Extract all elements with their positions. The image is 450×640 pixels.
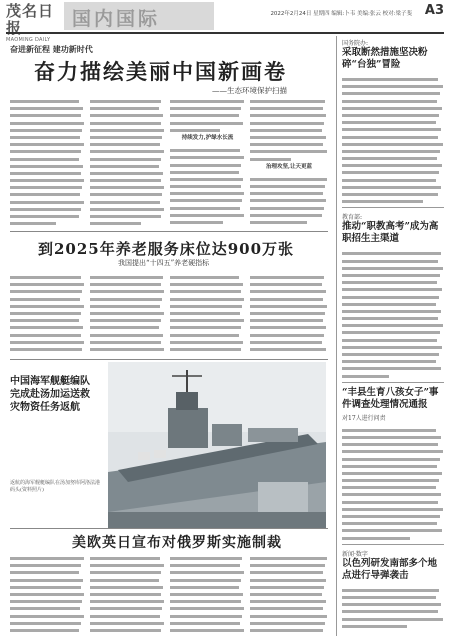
text-line [170, 330, 245, 337]
text-line [342, 88, 444, 95]
brief-body [342, 425, 444, 540]
brief-subhead: 对17人进行问责 [342, 414, 386, 422]
text-line [342, 299, 444, 306]
story4-column-2 [90, 553, 165, 635]
text-line [342, 124, 444, 131]
text-line [90, 272, 165, 279]
text-line [10, 322, 85, 329]
text-line [342, 371, 444, 378]
text-line [250, 308, 328, 315]
text-lines [170, 553, 245, 635]
text-line [10, 344, 85, 351]
text-line [342, 81, 444, 88]
text-line [170, 567, 245, 574]
text-line [250, 596, 328, 603]
text-line [10, 103, 85, 110]
text-line [170, 308, 245, 315]
text-line [90, 182, 165, 189]
text-line [250, 589, 328, 596]
text-line [10, 625, 85, 632]
photo-caption: 返航的海军舰艇编队在汤加努库阿洛法港码头(资料照片) [10, 480, 101, 493]
text-line [342, 132, 444, 139]
text-line [250, 301, 328, 308]
story1-mini-head-2: 治理攻坚,让天更蓝 [266, 163, 312, 170]
text-line [250, 611, 328, 618]
text-line [170, 217, 245, 224]
text-line [342, 256, 444, 263]
text-line [342, 621, 444, 628]
text-line [342, 160, 444, 167]
story2-column-2 [90, 272, 165, 354]
text-line [250, 96, 328, 103]
text-line [342, 263, 444, 270]
text-line [170, 603, 245, 610]
text-line [90, 611, 165, 618]
text-line [90, 96, 165, 103]
text-line [250, 125, 328, 132]
text-line [10, 211, 85, 218]
text-line [342, 167, 444, 174]
text-line [342, 96, 444, 103]
text-line [10, 286, 85, 293]
text-line [342, 511, 444, 518]
text-line [250, 110, 328, 117]
text-lines [250, 272, 328, 354]
text-lines [10, 553, 85, 635]
text-line [90, 175, 165, 182]
text-line [10, 168, 85, 175]
text-lines [90, 272, 165, 354]
story2-headline: 到2025年养老服务床位达900万张 [38, 240, 295, 258]
text-line [170, 167, 245, 174]
text-line [170, 553, 245, 560]
text-line [10, 589, 85, 596]
text-lines [250, 96, 328, 161]
text-line [342, 189, 444, 196]
text-line [10, 294, 85, 301]
text-line [90, 154, 165, 161]
text-line [342, 533, 444, 540]
story4-column-1 [10, 553, 85, 635]
text-lines [342, 248, 444, 377]
brief-kicker: 教育部: [342, 214, 363, 222]
text-line [250, 603, 328, 610]
right-news-column [336, 36, 444, 636]
text-line [90, 168, 165, 175]
text-line [170, 188, 245, 195]
brief-body [342, 585, 444, 628]
text-lines [250, 553, 328, 635]
text-line [250, 553, 328, 560]
text-line [90, 211, 165, 218]
text-line [90, 560, 165, 567]
text-line [342, 349, 444, 356]
text-lines [170, 272, 245, 354]
text-line [10, 96, 85, 103]
text-line [10, 603, 85, 610]
text-line [342, 482, 444, 489]
text-line [10, 110, 85, 117]
story2-column-3 [170, 272, 245, 354]
text-line [90, 315, 165, 322]
brief-divider [342, 382, 444, 383]
story3-headline: 中国海军舰艇编队完成赴汤加运送救灾物资任务返航 [10, 376, 90, 413]
text-line [342, 475, 444, 482]
brief-body [342, 74, 444, 203]
text-line [10, 582, 85, 589]
text-line [250, 195, 328, 202]
text-line [250, 272, 328, 279]
text-line [250, 315, 328, 322]
text-line [170, 181, 245, 188]
text-line [250, 582, 328, 589]
text-line [250, 139, 328, 146]
brief-body [342, 248, 444, 377]
section-divider [10, 231, 328, 232]
text-line [90, 553, 165, 560]
text-line [170, 301, 245, 308]
text-line [342, 356, 444, 363]
dateline: 2022年2月24日 星期四 编辑:卜韦 美编:张云 校对:梁子斐 [270, 11, 412, 17]
text-line [250, 132, 328, 139]
section-divider [10, 528, 328, 529]
text-line [342, 592, 444, 599]
text-line [250, 618, 328, 625]
text-line [170, 279, 245, 286]
text-line [342, 196, 444, 203]
text-line [170, 351, 245, 354]
text-line [170, 118, 245, 125]
text-line [90, 330, 165, 337]
masthead [0, 0, 450, 43]
text-line [170, 195, 245, 202]
text-line [250, 632, 328, 635]
navy-ship-photo [108, 362, 326, 529]
story1-mini-head-1: 持续发力,护绿水长流 [181, 134, 234, 141]
story1-kicker: 奋进新征程 建功新时代 [10, 44, 93, 54]
text-line [90, 118, 165, 125]
text-line [90, 301, 165, 308]
brief-headline: 以色列研发南部多个地点进行导弹袭击 [342, 557, 438, 581]
text-lines [342, 425, 444, 540]
text-lines [250, 174, 328, 224]
text-line [90, 351, 165, 354]
text-line [170, 203, 245, 210]
text-line [170, 272, 245, 279]
text-line [250, 286, 328, 293]
text-lines [10, 96, 85, 225]
text-line [250, 181, 328, 188]
text-line [10, 175, 85, 182]
brief-kicker: 国务院办: [342, 40, 369, 47]
text-line [170, 596, 245, 603]
text-line [342, 175, 444, 182]
text-line [250, 118, 328, 125]
ship-photo-illustration [108, 362, 326, 529]
brief-headline: “丰县生育八孩女子”事件调查处理情况通报 [342, 386, 439, 410]
page-number: A3 [424, 3, 444, 18]
text-line [250, 575, 328, 582]
text-line [10, 632, 85, 635]
text-line [90, 625, 165, 632]
text-line [342, 504, 444, 511]
text-lines [10, 272, 85, 354]
text-line [170, 174, 245, 181]
text-line [170, 125, 245, 132]
text-line [250, 330, 328, 337]
text-line [250, 103, 328, 110]
text-line [10, 337, 85, 344]
text-line [342, 335, 444, 342]
story1-column-3 [170, 96, 245, 226]
text-line [90, 125, 165, 132]
text-lines [90, 553, 165, 635]
text-line [342, 146, 444, 153]
text-line [10, 575, 85, 582]
text-line [342, 153, 444, 160]
text-lines [90, 96, 165, 225]
text-line [90, 132, 165, 139]
text-line [342, 306, 444, 313]
text-line [90, 308, 165, 315]
text-line [170, 286, 245, 293]
text-line [90, 110, 165, 117]
text-line [90, 322, 165, 329]
text-line [250, 146, 328, 153]
text-line [10, 279, 85, 286]
text-line [90, 197, 165, 204]
text-line [10, 218, 85, 225]
text-line [90, 189, 165, 196]
text-line [10, 618, 85, 625]
text-line [90, 204, 165, 211]
story2-column-1 [10, 272, 85, 354]
text-line [10, 189, 85, 196]
text-line [342, 446, 444, 453]
logo-text: 茂名日报 [6, 2, 55, 37]
text-line [342, 454, 444, 461]
brief-headline: 推动“职教高考”成为高职招生主渠道 [342, 221, 439, 245]
masthead-rule [6, 32, 444, 34]
text-line [10, 154, 85, 161]
text-line [342, 489, 444, 496]
text-line [250, 279, 328, 286]
text-line [10, 560, 85, 567]
text-line [10, 204, 85, 211]
text-line [10, 139, 85, 146]
text-line [10, 567, 85, 574]
text-line [342, 270, 444, 277]
text-line [342, 599, 444, 606]
text-line [170, 145, 245, 152]
text-line [342, 320, 444, 327]
story1-column-4 [250, 96, 328, 226]
text-line [170, 210, 245, 217]
text-line [10, 132, 85, 139]
text-line [90, 286, 165, 293]
text-line [250, 188, 328, 195]
text-line [170, 152, 245, 159]
text-line [250, 294, 328, 301]
section-title: 国内国际 [72, 8, 161, 30]
text-lines [342, 74, 444, 203]
text-line [170, 560, 245, 567]
text-line [342, 606, 444, 613]
story2-subhead: 我国提出“十四五”养老硬指标 [118, 259, 210, 267]
text-line [250, 322, 328, 329]
text-line [170, 611, 245, 618]
newspaper-logo [6, 2, 62, 43]
text-line [170, 110, 245, 117]
text-line [170, 618, 245, 625]
story2-column-4 [250, 272, 328, 354]
text-line [170, 589, 245, 596]
story1-column-1 [10, 96, 85, 226]
text-line [170, 625, 245, 632]
text-line [170, 575, 245, 582]
text-line [342, 110, 444, 117]
text-line [342, 342, 444, 349]
text-line [90, 279, 165, 286]
text-line [250, 560, 328, 567]
text-line [10, 611, 85, 618]
text-line [10, 161, 85, 168]
text-line [10, 197, 85, 204]
text-line [10, 301, 85, 308]
story1-column-2 [90, 96, 165, 226]
text-line [90, 139, 165, 146]
text-line [10, 351, 85, 354]
text-line [342, 248, 444, 255]
text-line [10, 146, 85, 153]
text-line [90, 567, 165, 574]
text-line [250, 203, 328, 210]
text-line [170, 294, 245, 301]
section-divider [10, 359, 328, 360]
text-line [170, 322, 245, 329]
text-line [342, 277, 444, 284]
text-line [90, 575, 165, 582]
text-line [90, 632, 165, 635]
text-line [250, 154, 328, 161]
text-line [342, 182, 444, 189]
text-line [170, 344, 245, 351]
text-line [10, 182, 85, 189]
text-line [342, 313, 444, 320]
text-lines [342, 585, 444, 628]
text-line [342, 74, 444, 81]
text-line [170, 582, 245, 589]
text-line [250, 174, 328, 181]
text-line [90, 103, 165, 110]
text-line [342, 439, 444, 446]
story4-column-3 [170, 553, 245, 635]
text-line [250, 344, 328, 351]
story1-subhead: ——生态环境保护扫描 [212, 86, 287, 95]
text-line [342, 284, 444, 291]
text-line [90, 618, 165, 625]
text-line [342, 103, 444, 110]
text-line [90, 218, 165, 225]
text-line [250, 337, 328, 344]
text-line [250, 351, 328, 354]
text-line [90, 596, 165, 603]
text-lines [170, 96, 245, 132]
text-line [250, 625, 328, 632]
text-line [10, 125, 85, 132]
text-line [90, 603, 165, 610]
text-line [10, 553, 85, 560]
text-line [170, 632, 245, 635]
text-line [10, 315, 85, 322]
text-line [250, 217, 328, 224]
story4-column-4 [250, 553, 328, 635]
brief-kicker: 新闻·数字 [342, 550, 368, 558]
text-line [342, 292, 444, 299]
text-line [10, 272, 85, 279]
brief-headline: 采取断然措施坚决粉碎“台独”冒险 [342, 47, 428, 70]
text-line [170, 96, 245, 103]
text-line [342, 468, 444, 475]
text-line [170, 160, 245, 167]
story1-headline: 奋力描绘美丽中国新画卷 [34, 59, 287, 84]
text-line [250, 210, 328, 217]
text-line [10, 330, 85, 337]
text-lines [170, 145, 245, 224]
text-line [10, 118, 85, 125]
text-line [10, 308, 85, 315]
text-line [342, 585, 444, 592]
brief-divider [342, 207, 444, 208]
text-line [90, 337, 165, 344]
story4-headline: 美欧英日宣布对俄罗斯实施制裁 [72, 535, 282, 551]
text-line [90, 344, 165, 351]
text-line [170, 337, 245, 344]
text-line [90, 582, 165, 589]
text-line [170, 315, 245, 322]
text-line [10, 596, 85, 603]
text-line [342, 614, 444, 621]
text-line [342, 327, 444, 334]
text-line [342, 432, 444, 439]
text-line [342, 461, 444, 468]
logo-english: MAOMING DAILY [6, 37, 51, 43]
text-line [342, 139, 444, 146]
text-line [342, 425, 444, 432]
text-line [342, 497, 444, 504]
text-line [90, 589, 165, 596]
text-line [170, 103, 245, 110]
brief-divider [342, 544, 444, 545]
text-line [342, 518, 444, 525]
text-line [90, 146, 165, 153]
text-line [342, 117, 444, 124]
text-line [90, 161, 165, 168]
text-line [342, 363, 444, 370]
text-line [342, 525, 444, 532]
text-line [90, 294, 165, 301]
text-line [250, 567, 328, 574]
